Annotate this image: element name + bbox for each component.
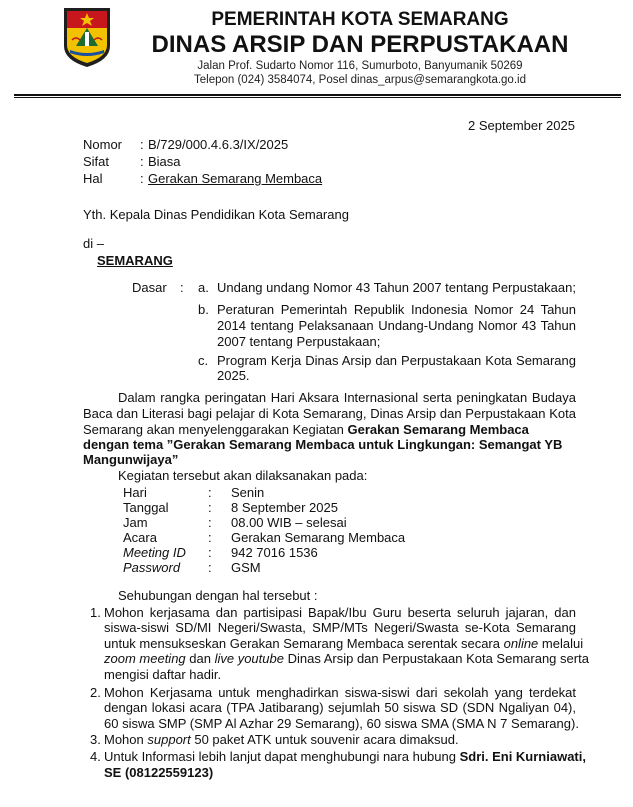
closing-p1-line3 [104,636,583,651]
dasar-item-b-line2: 2014 tentang Pelaksanaan Undang-Undang Nomor 43 Tahun [217,318,576,333]
letterhead-divider [14,94,621,96]
schedule-colon: : [208,485,212,500]
closing-lead: Sehubungan dengan hal tersebut : [118,588,318,603]
closing-item-number: 2. [90,685,101,700]
schedule-label-tanggal: Tanggal [123,500,169,515]
meta-label-nomor: Nomor [83,137,123,152]
closing-p1-zoom: zoom meeting [104,651,186,666]
schedule-label-acara: Acara [123,530,157,545]
closing-p2-line3: 60 siswa SMP (SMP Al Azhar 29 Semarang), 60 siswa SMA (SMA N 7 Semarang). [104,716,579,731]
closing-p4-contact-name: Sdri. Eni Kurniawati, [459,749,586,764]
city-emblem-logo [62,6,112,68]
dasar-label: Dasar [132,280,167,295]
closing-item-number: 4. [90,749,101,764]
letter-date: 2 September 2025 [468,118,575,133]
addressee-recipient: Yth. Kepala Dinas Pendidikan Kota Semarang [83,207,349,222]
letterhead-government-name: PEMERINTAH KOTA SEMARANG [211,9,509,30]
letterhead-contact: Telepon (024) 3584074, Posel dinas_arpus@semarangkota.go.id [194,74,526,86]
closing-p1-online: online [503,636,539,651]
schedule-colon: : [208,515,212,530]
intro-line-2: Baca dan Literasi bagi pelajar di Kota Semarang, Dinas Arsip dan Perpustakaan Kota [83,406,576,421]
intro-event-name: Gerakan Semarang Membaca [347,422,529,437]
closing-p1-line4-rest: Dinas Arsip dan Perpustakaan Kota Semarang serta [283,651,589,666]
schedule-lead: Kegiatan tersebut akan dilaksanakan pada: [118,468,368,483]
letterhead-divider-thin [14,97,621,98]
schedule-label-password: Password [123,560,181,575]
dasar-mark-a: a. [198,280,209,295]
dasar-item-b-line3: 2007 tentang Perpustakaan; [217,334,381,349]
schedule-value-hari: Senin [231,485,265,500]
dasar-mark-c: c. [198,353,209,368]
meta-colon: : [140,137,144,152]
dasar-item-c-line2: 2025. [217,368,250,383]
letterhead-address: Jalan Prof. Sudarto Nomor 116, Sumurboto, Banyumanik 50269 [197,60,523,72]
schedule-colon: : [208,530,212,545]
closing-p1-line1: Mohon kerjasama dan partisipasi Bapak/Ibu Guru beserta seluruh jajaran, dan [104,605,576,620]
schedule-value-jam: 08.00 WIB – selesai [231,515,347,530]
closing-p1-line2: siswa-siswi SD/MI Negeri/Swasta, SMP/MTs Negeri/Swasta se-Kota Semarang [104,620,576,635]
schedule-colon: : [208,560,212,575]
schedule-label-jam: Jam [123,515,148,530]
closing-p2-line2: dengan lokasi acara (TPA Jatibarang) sejumlah 50 siswa SD (SDN Ngaliyan 04), [104,700,576,715]
intro-line-4: dengan tema ”Gerakan Semarang Membaca untuk Lingkungan: Semangat YB [83,437,563,452]
schedule-colon: : [208,500,212,515]
closing-p1-dan: dan [185,651,215,666]
closing-p4-contact-phone: SE (08122559123) [104,765,214,780]
closing-item-number: 3. [90,732,101,747]
closing-p2-line1: Mohon Kerjasama untuk menghadirkan siswa-siswi dari sekolah yang terdekat [104,685,576,700]
closing-p4-a: Untuk Informasi lebih lanjut dapat menghubungi nara hubung [104,749,460,764]
closing-item-number: 1. [90,605,101,620]
schedule-value-meeting-id: 942 7016 1536 [231,545,318,560]
intro-line-3-text: Semarang akan menyelenggarakan Kegiatan [83,422,348,437]
closing-p3 [104,732,459,747]
meta-label-hal: Hal [83,171,103,186]
intro-line-3 [83,422,529,437]
closing-p4-line1 [104,749,586,764]
closing-p3-a: Mohon [104,732,148,747]
schedule-colon: : [208,545,212,560]
closing-p3-c: 50 paket ATK untuk souvenir acara dimaksud. [190,732,459,747]
meta-colon: : [140,171,144,186]
meta-value-nomor: B/729/000.4.6.3/IX/2025 [148,137,289,152]
addressee-di: di – [83,236,104,251]
dasar-item-a: Undang undang Nomor 43 Tahun 2007 tentang Perpustakaan; [217,280,576,295]
meta-value-sifat: Biasa [148,154,181,169]
meta-label-sifat: Sifat [83,154,110,169]
dasar-mark-b: b. [198,302,209,317]
closing-p1-line4 [104,651,589,666]
closing-p3-support: support [147,732,191,747]
closing-p1-youtube: live youtube [214,651,284,666]
schedule-label-hari: Hari [123,485,147,500]
schedule-value-password: GSM [231,560,261,575]
dasar-item-b-line1: Peraturan Pemerintah Republik Indonesia Nomor 24 Tahun [217,302,576,317]
meta-colon: : [140,154,144,169]
schedule-value-tanggal: 8 September 2025 [231,500,338,515]
meta-value-hal: Gerakan Semarang Membaca [148,171,323,186]
intro-line-1: Dalam rangka peringatan Hari Aksara Internasional serta peningkatan Budaya [118,390,576,405]
schedule-label-meeting-id: Meeting ID [123,545,186,560]
schedule-value-acara: Gerakan Semarang Membaca [231,530,406,545]
intro-line-5: Mangunwijaya” [83,452,179,467]
letterhead-agency-name: DINAS ARSIP DAN PERPUSTAKAAN [151,31,569,58]
dasar-item-c-line1: Program Kerja Dinas Arsip dan Perpustakaan Kota Semarang [217,353,576,368]
closing-p1-melalui: melalui [538,636,584,651]
dasar-colon: : [180,280,184,295]
closing-p1-line5: mengisi daftar hadir. [104,667,222,682]
closing-p1-line3-text: untuk mensukseskan Gerakan Semarang Membaca serentak secara [104,636,504,651]
addressee-city: SEMARANG [97,253,173,268]
